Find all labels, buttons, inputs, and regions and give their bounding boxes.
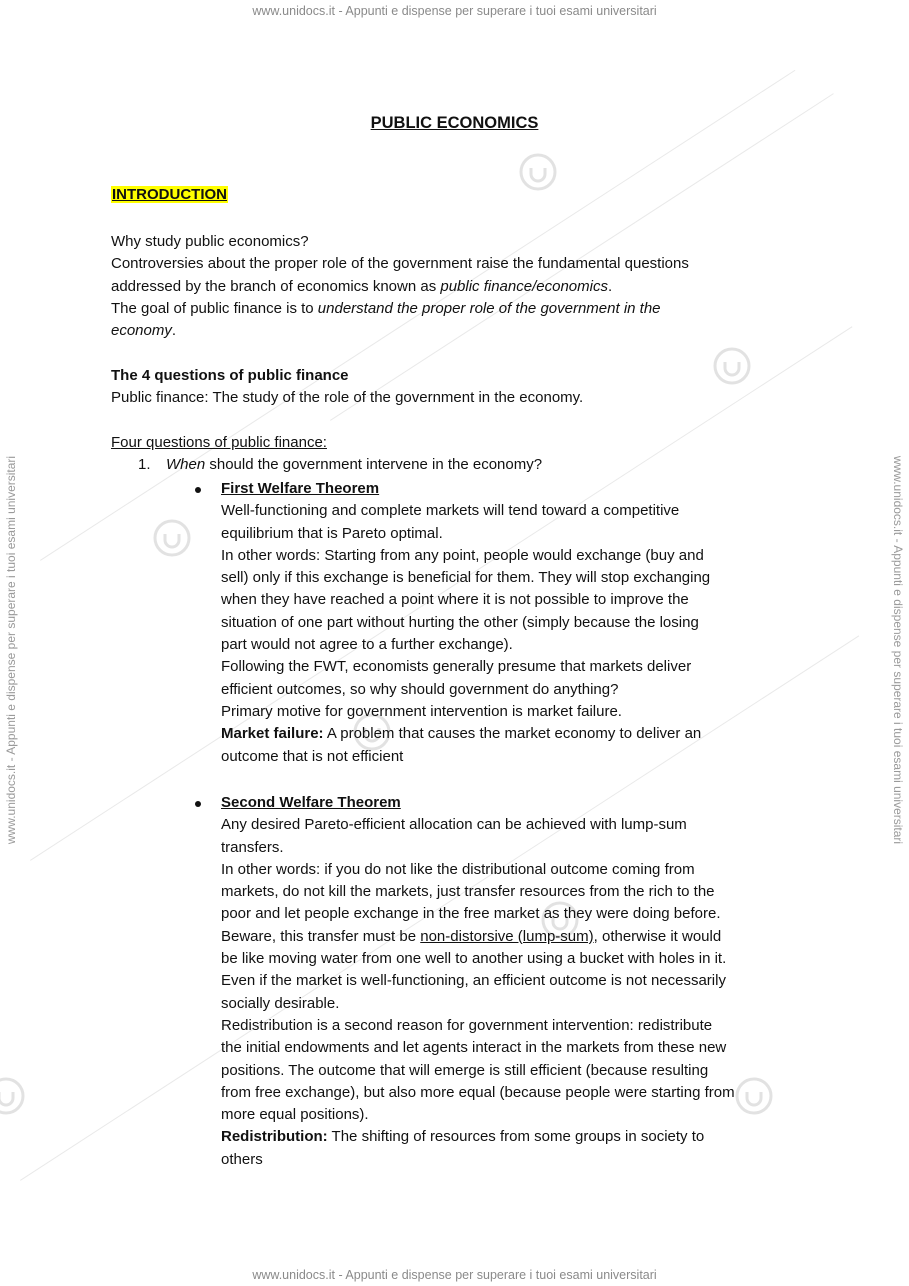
intro-question: Why study public economics? xyxy=(111,233,309,250)
intro-line: economy. xyxy=(111,322,177,340)
unidocs-logo-icon xyxy=(712,346,752,386)
intro-line: The goal of public finance is to understand the proper role of the government in the xyxy=(111,299,661,317)
list-item-1: When should the government intervene in the economy? xyxy=(166,456,543,473)
watermark-side-right: www.unidocs.it - Appunti e dispense per superare i tuoi esami universitari xyxy=(891,455,905,845)
unidocs-logo-icon xyxy=(0,1076,26,1116)
four-questions-label: Four questions of public finance: xyxy=(111,434,327,451)
watermark-footer: www.unidocs.it - Appunti e dispense per superare i tuoi esami universitari xyxy=(252,1268,657,1282)
redistribution-definition: Redistribution: The shifting of resources from some groups in society to xyxy=(221,1128,705,1146)
first-welfare-theorem: First Welfare Theorem Well-functioning and complete markets will tend toward a competitive equilibrium that is Pareto optimal. In other words: Starting from any point, people would exchange (buy and sell) only if this exchange is beneficial for them. They will stop exchanging when they have reached a point where it is not possible to improve the situation of one part without hurting the other (simply because the losing part would not agree to a further exchange). Following the FWT, economists generally presume that markets deliver efficient outcomes, so why should government do anything? Primary motive for government intervention is market failure. Market failure: A problem that causes the market economy to deliver an outcome that is not efficient xyxy=(221,480,711,765)
unidocs-logo-icon xyxy=(152,518,192,558)
questions-block xyxy=(111,365,583,410)
public-finance-definition: Public finance: The study of the role of the government in the economy. xyxy=(111,389,584,407)
bullet-dot xyxy=(195,801,201,807)
intro-line: Controversies about the proper role of the government raise the fundamental questions xyxy=(111,255,689,273)
swt-heading: Second Welfare Theorem xyxy=(221,794,401,811)
watermark-header: www.unidocs.it - Appunti e dispense per superare i tuoi esami universitari xyxy=(252,4,657,18)
bullet-dot xyxy=(195,487,201,493)
watermark-side-left: www.unidocs.it - Appunti e dispense per superare i tuoi esami universitari xyxy=(4,455,18,845)
section-heading-introduction: INTRODUCTION xyxy=(112,186,227,203)
unidocs-logo-icon xyxy=(734,1076,774,1116)
intro-line: addressed by the branch of economics known as public finance/economics. xyxy=(111,277,613,295)
list-number: 1. xyxy=(138,456,151,473)
second-welfare-theorem: Second Welfare Theorem Any desired Pareto-efficient allocation can be achieved with lump-sum transfers. In other words: if you do not like the distributional outcome coming from markets, do not kill the markets, just transfer resources from the rich to the poor and let people exchange in the free market as they were doing before. Beware, this transfer must be non-distorsive (lump-sum), otherwise it would be like moving water from one well to another using a bucket with holes in it. Even if the market is well-functioning, an efficient outcome is not necessarily socially desirable. Redistribution is a second reason for government intervention: redistribute the initial endowments and let agents interact in the markets from these new positions. The outcome that will emerge is still efficient (because resulting from free exchange), but also more equal (because people were starting from more equal positions). Redistribution: The shifting of resources from some groups in society to others xyxy=(221,794,735,1168)
fwt-heading: First Welfare Theorem xyxy=(221,480,380,497)
unidocs-logo-icon xyxy=(518,152,558,192)
market-failure-definition: Market failure: A problem that causes the market economy to deliver an xyxy=(221,725,702,743)
page-title: PUBLIC ECONOMICS xyxy=(370,114,539,132)
intro-paragraph xyxy=(111,231,689,342)
questions-heading: The 4 questions of public finance xyxy=(111,367,349,384)
